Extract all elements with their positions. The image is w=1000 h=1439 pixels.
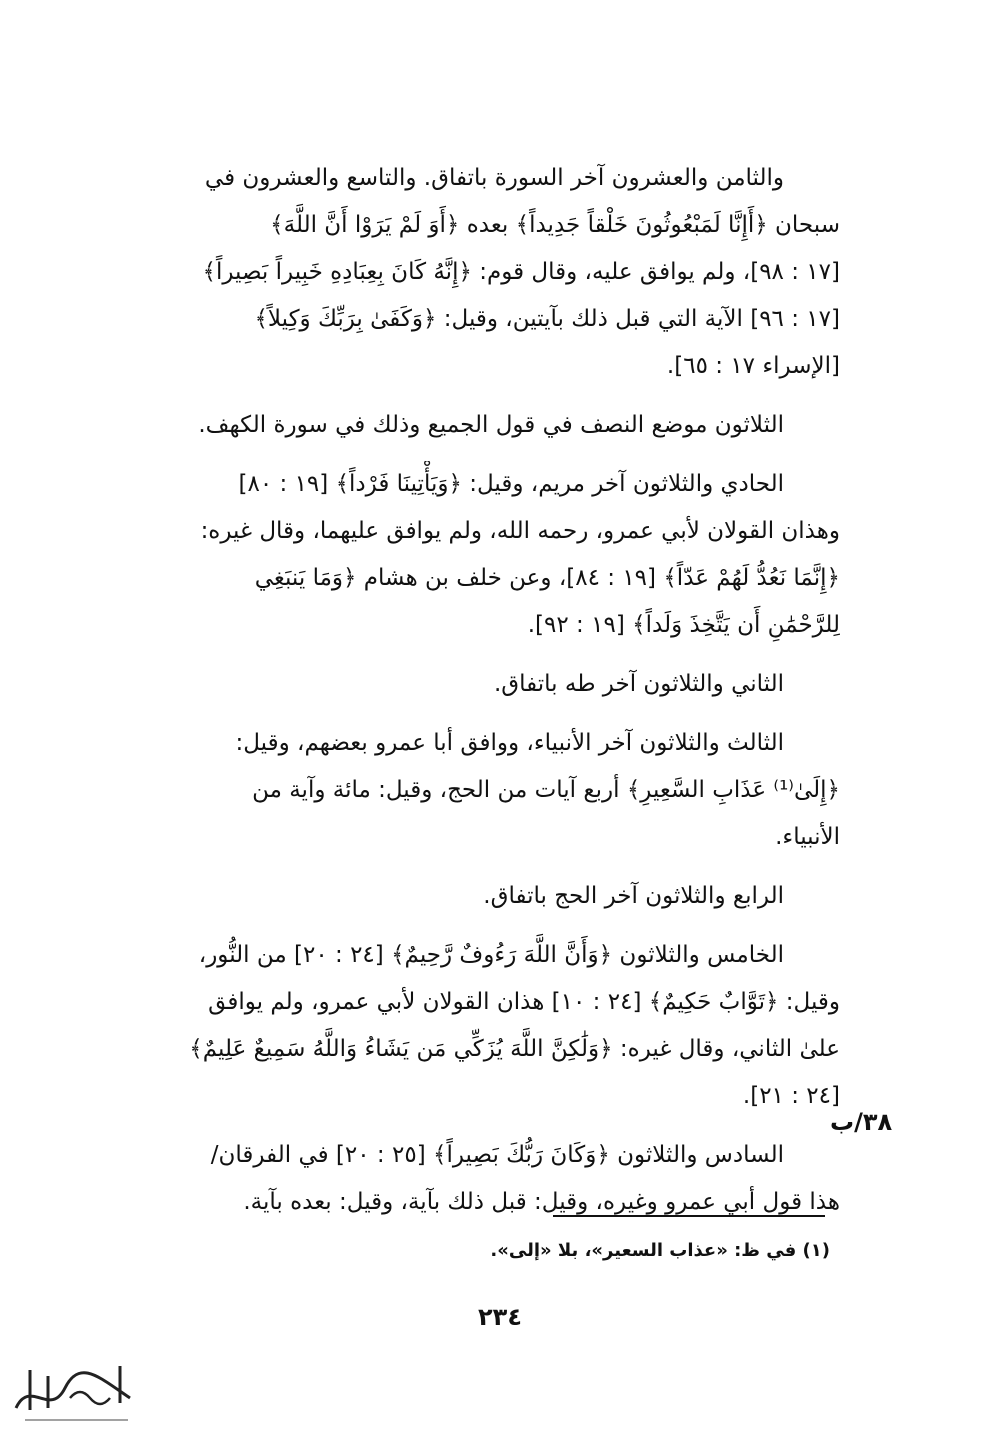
text-line: وقيل: ﴿تَوَّابٌ حَكِيمٌ﴾ [٢٤ : ١٠] هذان القولان لأبي عمرو، ولم يوافق — [208, 989, 840, 1015]
text-line: الرابع والثلاثون آخر الحج باتفاق. — [483, 883, 784, 909]
text-line: علىٰ الثاني، وقال غيره: ﴿وَلَٰكِنَّ اللَّهَ يُزَكِّي مَن يَشَاءُ وَاللَّهُ سَمِيعٌ عَلِيمٌ﴾ — [189, 1036, 840, 1062]
text-line: وهذان القولان لأبي عمرو، رحمه الله، ولم يوافق عليهما، وقال غيره: — [200, 518, 840, 544]
text-line: والثامن والعشرون آخر السورة باتفاق. والتاسع والعشرون في — [204, 165, 784, 191]
paragraph — [120, 461, 840, 649]
text-line: [١٧ : ٩٦] الآية التي قبل ذلك بآيتين، وقيل: ﴿وَكَفَىٰ بِرَبِّكَ وَكِيلاً﴾ — [254, 306, 840, 332]
text-line: [٢٤ : ٢١]. — [742, 1083, 840, 1109]
calligraphic-logo — [10, 1358, 140, 1430]
paragraph — [120, 720, 840, 861]
text-line: الثاني والثلاثون آخر طه باتفاق. — [493, 671, 784, 697]
paragraph — [120, 155, 840, 390]
text-line: ﴿إِلَىٰ⁽¹⁾ عَذَابِ السَّعِيرِ﴾ أربع آيات من الحج، وقيل: مائة وآية من — [252, 777, 840, 803]
page-number: ٢٣٤ — [478, 1303, 522, 1331]
text-line: الأنبياء. — [775, 824, 840, 850]
paragraph — [120, 1132, 840, 1226]
text-line: الحادي والثلاثون آخر مريم، وقيل: ﴿وَيَأْتِينَا فَرْداً﴾ [١٩ : ٨٠] — [238, 471, 784, 497]
footnote-separator — [553, 1215, 825, 1217]
text-line: ﴿إِنَّمَا نَعُدُّ لَهُمْ عَدّاً﴾ [١٩ : ٨٤]، وعن خلف بن هشام ﴿وَمَا يَنبَغِي — [254, 565, 840, 591]
text-line: السادس والثلاثون ﴿وَكَانَ رَبُّكَ بَصِيراً﴾ [٢٥ : ٢٠] في الفرقان/ — [210, 1142, 784, 1168]
paragraph — [120, 661, 840, 708]
folio-margin-note: ٣٨/ب — [830, 1108, 893, 1136]
text-line: [الإسراء ١٧ : ٦٥]. — [666, 353, 840, 379]
text-line: الخامس والثلاثون ﴿وَأَنَّ اللَّهَ رَءُوفٌ رَّحِيمٌ﴾ [٢٤ : ٢٠] من النُّور، — [198, 942, 784, 968]
footnote: (١) في ظ: «عذاب السعير»، بلا «إلى». — [490, 1240, 830, 1261]
text-line: الثالث والثلاثون آخر الأنبياء، ووافق أبا عمرو بعضهم، وقيل: — [235, 730, 784, 756]
paragraph — [120, 873, 840, 920]
text-line: [١٧ : ٩٨]، ولم يوافق عليه، وقال قوم: ﴿إِنَّهُ كَانَ بِعِبَادِهِ خَبِيراً بَصِيراً﴾ — [202, 259, 840, 285]
text-line: هذا قول أبي عمرو وغيره، وقيل: قبل ذلك بآية، وقيل: بعده بآية. — [243, 1189, 840, 1215]
text-line: سبحان ﴿أَإِنَّا لَمَبْعُوثُونَ خَلْقاً جَدِيداً﴾ بعده ﴿أَوَ لَمْ يَرَوْا أَنَّ اللَّهَ﴾ — [270, 212, 840, 238]
text-line: الثلاثون موضع النصف في قول الجميع وذلك في سورة الكهف. — [198, 412, 784, 438]
main-text — [120, 155, 840, 1238]
paragraph — [120, 932, 840, 1120]
text-line: لِلرَّحْمَٰنِ أَن يَتَّخِذَ وَلَداً﴾ [١٩ : ٩٢]. — [527, 612, 840, 638]
paragraph — [120, 402, 840, 449]
